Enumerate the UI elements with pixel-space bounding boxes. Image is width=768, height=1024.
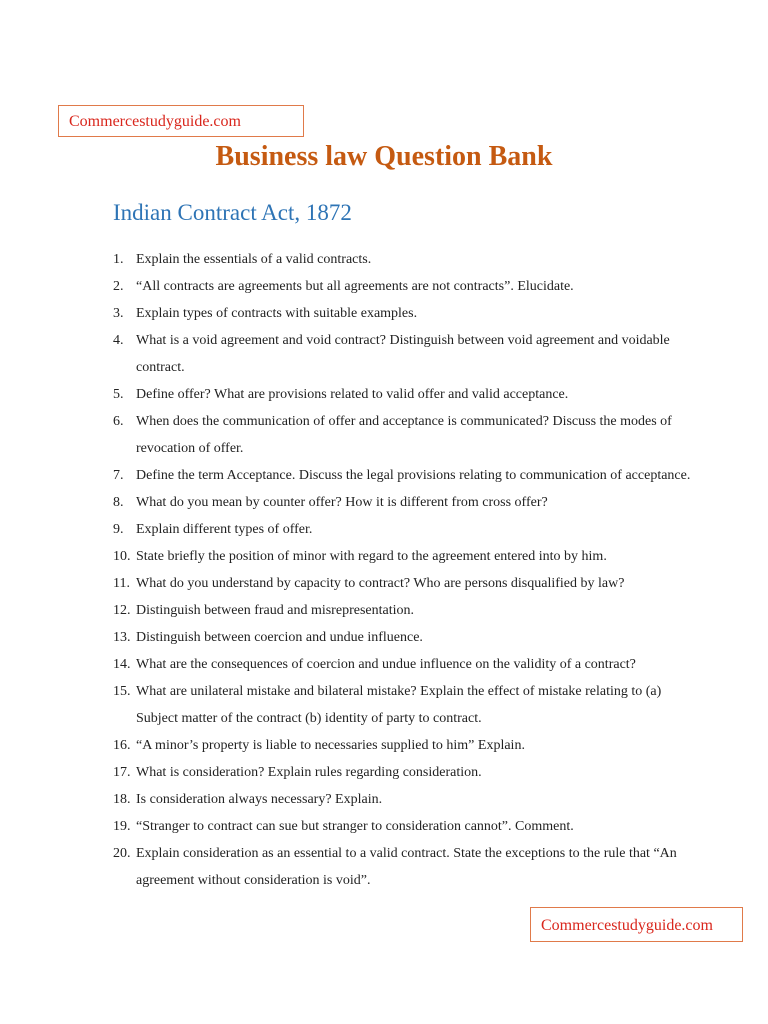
question-number: 6. <box>113 414 124 429</box>
question-number: 16. <box>113 738 131 753</box>
question-item <box>113 732 693 759</box>
document-title: Business law Question Bank <box>215 141 553 172</box>
question-text: What are the consequences of coercion and undue influence on the validity of a contract? <box>136 657 636 672</box>
question-text: Define the term Acceptance. Discuss the legal provisions relating to communication of acceptance. <box>136 468 691 483</box>
question-list <box>113 246 693 894</box>
question-number: 10. <box>113 549 131 564</box>
question-number: 2. <box>113 279 124 294</box>
question-text: Distinguish between fraud and misrepresentation. <box>136 603 414 618</box>
question-number: 14. <box>113 657 131 672</box>
question-text: Explain the essentials of a valid contracts. <box>136 252 372 267</box>
question-item <box>113 543 693 570</box>
question-text: Define offer? What are provisions related to valid offer and valid acceptance. <box>136 387 569 402</box>
question-item <box>113 570 693 597</box>
site-label-bottom: Commercestudyguide.com <box>530 907 743 942</box>
question-item <box>113 516 693 543</box>
question-item <box>113 624 693 651</box>
question-item <box>113 759 693 786</box>
question-number: 19. <box>113 819 131 834</box>
question-item <box>113 273 693 300</box>
question-number: 17. <box>113 765 131 780</box>
site-label-top: Commercestudyguide.com <box>58 105 304 137</box>
question-item <box>113 786 693 813</box>
question-number: 15. <box>113 684 131 699</box>
question-text: “A minor’s property is liable to necessaries supplied to him” Explain. <box>136 738 525 753</box>
question-text: Explain different types of offer. <box>136 522 313 537</box>
question-number: 7. <box>113 468 124 483</box>
question-text: What do you understand by capacity to contract? Who are persons disqualified by law? <box>136 576 625 591</box>
question-text: What do you mean by counter offer? How it is different from cross offer? <box>136 495 548 510</box>
question-text: “All contracts are agreements but all agreements are not contracts”. Elucidate. <box>136 279 574 294</box>
question-text: Distinguish between coercion and undue influence. <box>136 630 423 645</box>
question-text: Explain consideration as an essential to a valid contract. State the exceptions to the rule that “An agreement without consideration is void”. <box>136 846 677 888</box>
question-item <box>113 300 693 327</box>
question-number: 20. <box>113 846 131 861</box>
question-number: 18. <box>113 792 131 807</box>
question-number: 8. <box>113 495 124 510</box>
question-text: Explain types of contracts with suitable examples. <box>136 306 418 321</box>
question-item <box>113 651 693 678</box>
question-number: 12. <box>113 603 131 618</box>
question-item <box>113 462 693 489</box>
question-number: 1. <box>113 252 124 267</box>
question-number: 9. <box>113 522 124 537</box>
question-number: 13. <box>113 630 131 645</box>
question-item <box>113 381 693 408</box>
question-number: 4. <box>113 333 124 348</box>
question-text: “Stranger to contract can sue but stranger to consideration cannot”. Comment. <box>136 819 574 834</box>
question-item <box>113 840 693 894</box>
question-text: When does the communication of offer and acceptance is communicated? Discuss the modes of revocation of offer. <box>136 414 672 456</box>
question-item <box>113 678 693 732</box>
question-text: What are unilateral mistake and bilateral mistake? Explain the effect of mistake relating to (a) Subject matter of the contract (b) identity of party to contract. <box>136 684 662 726</box>
section-heading: Indian Contract Act, 1872 <box>113 200 352 225</box>
question-number: 11. <box>113 576 130 591</box>
question-text: What is consideration? Explain rules regarding consideration. <box>136 765 482 780</box>
question-item <box>113 327 693 381</box>
question-text: What is a void agreement and void contract? Distinguish between void agreement and voidable contract. <box>136 333 670 375</box>
question-number: 3. <box>113 306 124 321</box>
question-text: Is consideration always necessary? Explain. <box>136 792 383 807</box>
question-item <box>113 813 693 840</box>
question-item <box>113 597 693 624</box>
question-text: State briefly the position of minor with regard to the agreement entered into by him. <box>136 549 607 564</box>
question-item <box>113 489 693 516</box>
question-number: 5. <box>113 387 124 402</box>
question-item <box>113 408 693 462</box>
question-item <box>113 246 693 273</box>
